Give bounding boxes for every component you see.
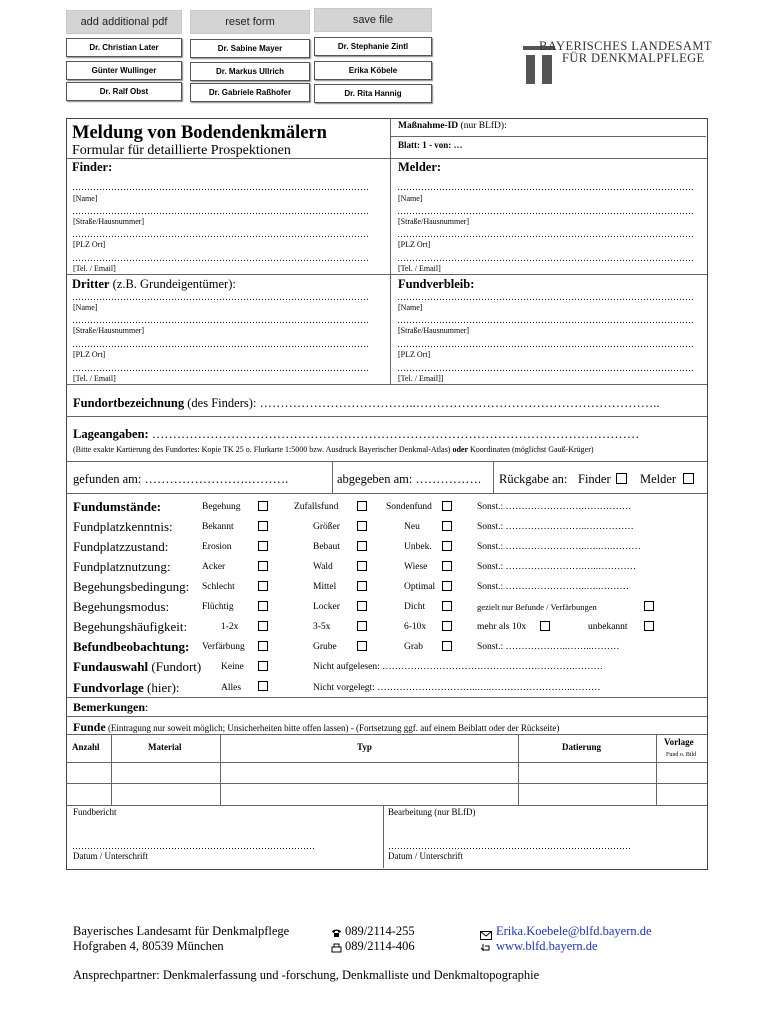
option-checkbox[interactable] bbox=[644, 601, 654, 611]
footer-org: Bayerisches Landesamt für Denkmalpflege bbox=[73, 924, 290, 938]
option-label: 1-2x bbox=[221, 622, 239, 632]
email-link[interactable]: Erika.Koebele@blfd.bayern.de bbox=[496, 924, 652, 938]
funde-heading: Funde (Eintragung nur soweit möglich; Unsicherheiten bitte offen lassen) - (Fortsetzung ggf. auf einem Beiblatt oder der Rückseite) bbox=[73, 720, 560, 734]
rueckgabe-melder-label: Melder bbox=[640, 472, 677, 486]
finder-name-input[interactable]: ……………………………………………………………………………………… bbox=[72, 183, 369, 192]
option-checkbox[interactable] bbox=[357, 581, 367, 591]
footer-phone: 089/2114-255 bbox=[345, 924, 415, 938]
option-label: gezielt nur Befunde / Verfärbungen bbox=[477, 602, 597, 612]
option-label: Alles bbox=[221, 683, 242, 693]
blatt-field[interactable]: Blatt: 1 - von: … bbox=[398, 140, 463, 150]
plz-caption: [PLZ Ort] bbox=[398, 350, 431, 359]
col-header-datierung: Datierung bbox=[562, 742, 601, 752]
fundverbleib-heading: Fundverbleib: bbox=[398, 277, 475, 291]
other-field[interactable]: Sonst.: ………………..……..……… bbox=[477, 642, 620, 652]
contact-button[interactable]: Günter Wullinger bbox=[66, 61, 182, 80]
lage-field[interactable]: Lageangaben: ……………………………………………………………………………………………………… bbox=[73, 427, 640, 441]
option-label: Zufallsfund bbox=[294, 502, 339, 512]
footer-fax: 089/2114-406 bbox=[345, 939, 415, 953]
name-caption: [Name] bbox=[398, 303, 423, 312]
option-label: Locker bbox=[313, 602, 340, 612]
other-field[interactable]: Sonst.: …………………….…..………… bbox=[477, 562, 637, 572]
massnahme-id: Maßnahme-ID (nur BLfD): bbox=[398, 121, 507, 131]
option-checkbox[interactable] bbox=[258, 601, 268, 611]
tel-caption: [Tel. / Email]] bbox=[398, 374, 444, 383]
contact-button[interactable]: Dr. Rita Hannig bbox=[314, 84, 432, 103]
website-link[interactable]: www.blfd.bayern.de bbox=[496, 939, 598, 953]
option-checkbox[interactable] bbox=[258, 541, 268, 551]
option-checkbox[interactable] bbox=[357, 641, 367, 651]
option-checkbox[interactable] bbox=[357, 601, 367, 611]
row-label: Begehungshäufigkeit: bbox=[73, 619, 188, 634]
row-label: Befundbeobachtung: bbox=[73, 639, 190, 654]
option-checkbox[interactable] bbox=[442, 601, 452, 611]
name-caption: [Name] bbox=[73, 303, 98, 312]
option-checkbox[interactable] bbox=[442, 621, 452, 631]
name-caption: [Name] bbox=[398, 194, 423, 203]
option-label: Acker bbox=[202, 562, 226, 572]
option-label: Unbek. bbox=[404, 542, 432, 552]
logo-line1: BAYERISCHES LANDESAMT bbox=[539, 39, 712, 53]
contact-button[interactable]: Dr. Stephanie Zintl bbox=[314, 37, 432, 56]
option-label: Optimal bbox=[404, 582, 436, 592]
plz-caption: [PLZ Ort] bbox=[398, 240, 431, 249]
option-checkbox[interactable] bbox=[258, 501, 268, 511]
nicht-vorgelegt-field[interactable]: Nicht vorgelegt: …………………………..…..……………………..……… bbox=[313, 683, 601, 693]
option-checkbox[interactable] bbox=[442, 641, 452, 651]
dritter-tel-input[interactable]: ……………………………………………………………………………………… bbox=[72, 364, 369, 373]
option-checkbox[interactable] bbox=[258, 621, 268, 631]
contact-button[interactable]: Dr. Sabine Mayer bbox=[190, 39, 310, 58]
row-label: Fundplatznutzung: bbox=[73, 559, 171, 574]
fax-icon bbox=[331, 940, 342, 958]
option-label: 6-10x bbox=[404, 622, 427, 632]
option-checkbox[interactable] bbox=[357, 501, 367, 511]
dritter-name-input[interactable]: ……………………………………………………………………………………… bbox=[72, 293, 369, 302]
option-label: Wald bbox=[313, 562, 333, 572]
option-label: Schlecht bbox=[202, 582, 235, 592]
contact-button[interactable]: Dr. Ralf Obst bbox=[66, 82, 182, 101]
reset-form-button[interactable]: reset form bbox=[190, 10, 310, 34]
plz-caption: [PLZ Ort] bbox=[73, 350, 106, 359]
other-field[interactable]: Sonst.: ……………………..…………… bbox=[477, 522, 634, 532]
option-label: Keine bbox=[221, 662, 244, 672]
option-checkbox[interactable] bbox=[442, 541, 452, 551]
web-icon bbox=[480, 940, 492, 958]
datum-caption: Datum / Unterschrift bbox=[73, 851, 148, 861]
fundort-field[interactable]: Fundortbezeichnung (des Finders): ………………………………..………………………………………………….. bbox=[73, 396, 660, 410]
gefunden-field[interactable]: gefunden am: …………………….………. bbox=[73, 472, 289, 486]
tel-caption: [Tel. / Email] bbox=[73, 264, 116, 273]
plz-caption: [PLZ Ort] bbox=[73, 240, 106, 249]
option-checkbox[interactable] bbox=[442, 521, 452, 531]
option-checkbox[interactable] bbox=[258, 641, 268, 651]
row-label: Begehungsbedingung: bbox=[73, 579, 190, 594]
fundverbleib-street-input[interactable]: ……………………………………………………………………………………… bbox=[397, 316, 694, 325]
melder-name-input[interactable]: ……………………………………………………………………………………… bbox=[397, 183, 694, 192]
option-label: Begehung bbox=[202, 502, 241, 512]
fundbericht-label: Fundbericht bbox=[73, 807, 117, 817]
form-title: Meldung von Bodendenkmälern bbox=[72, 123, 327, 143]
option-label: Flüchtig bbox=[202, 602, 234, 612]
row-label: Fundplatzkenntnis: bbox=[73, 519, 173, 534]
option-checkbox[interactable] bbox=[540, 621, 550, 631]
finder-street-input[interactable]: ……………………………………………………………………………………… bbox=[72, 207, 369, 216]
col-header-anzahl: Anzahl bbox=[72, 742, 100, 752]
melder-tel-input[interactable]: ……………………………………………………………………………………… bbox=[397, 254, 694, 263]
dritter-plz-input[interactable]: ……………………………………………………………………………………… bbox=[72, 340, 369, 349]
finder-signature-input[interactable]: ……………………………………………………………………… bbox=[72, 842, 315, 851]
street-caption: [Straße/Hausnummer] bbox=[398, 217, 470, 226]
other-field[interactable]: Sonst.: ……………………..…..….……… bbox=[477, 542, 641, 552]
option-label: Sondenfund bbox=[386, 502, 432, 512]
option-label: Verfärbung bbox=[202, 642, 245, 652]
street-caption: [Straße/Hausnummer] bbox=[73, 326, 145, 335]
contact-line: Ansprechpartner: Denkmalerfassung und -forschung, Denkmalliste und Denkmaltopographie bbox=[73, 968, 540, 982]
finder-plz-input[interactable]: ……………………………………………………………………………………… bbox=[72, 230, 369, 239]
melder-plz-input[interactable]: ……………………………………………………………………………………… bbox=[397, 230, 694, 239]
option-checkbox[interactable] bbox=[258, 661, 268, 671]
option-checkbox[interactable] bbox=[258, 561, 268, 571]
name-caption: [Name] bbox=[73, 194, 98, 203]
blfd-signature-input[interactable]: ……………………………………………………………………… bbox=[388, 842, 631, 851]
option-label: Bebaut bbox=[313, 542, 340, 552]
col-header-material: Material bbox=[148, 742, 182, 752]
option-label: mehr als 10x bbox=[477, 622, 527, 632]
option-label: Grab bbox=[404, 642, 423, 652]
fundauswahl-label: Fundauswahl (Fundort) bbox=[73, 659, 202, 674]
option-label: Dicht bbox=[404, 602, 426, 612]
lage-note: (Bitte exakte Kartierung des Fundortes: Kopie TK 25 o. Flurkarte 1:5000 bzw. Ausdruck Bayerischer Denkmal-Atlas) oder Koordinaten (möglichst Gauß-Krüger) bbox=[73, 445, 594, 454]
contact-button[interactable]: Dr. Gabriele Raßhofer bbox=[190, 83, 310, 102]
option-checkbox[interactable] bbox=[442, 581, 452, 591]
col-header-vorlage: Vorlage bbox=[664, 737, 694, 747]
dritter-heading: Dritter (z.B. Grundeigentümer): bbox=[72, 277, 236, 291]
option-label: Grube bbox=[313, 642, 337, 652]
finder-heading: Finder: bbox=[72, 160, 113, 174]
option-checkbox[interactable] bbox=[357, 521, 367, 531]
rueckgabe-melder-checkbox[interactable] bbox=[683, 473, 694, 484]
fundverbleib-name-input[interactable]: ……………………………………………………………………………………… bbox=[397, 293, 694, 302]
other-field[interactable]: Sonst.: ……………………..…..……… bbox=[477, 582, 630, 592]
option-checkbox[interactable] bbox=[357, 541, 367, 551]
contact-button[interactable]: Erika Köbele bbox=[314, 61, 432, 80]
vorlage-subheader: Fund o. Bild bbox=[666, 752, 697, 758]
option-checkbox[interactable] bbox=[258, 581, 268, 591]
contact-button[interactable]: Dr. Christian Later bbox=[66, 38, 182, 57]
option-checkbox[interactable] bbox=[357, 561, 367, 571]
row-label: Fundplatzzustand: bbox=[73, 539, 169, 554]
option-label: Bekannt bbox=[202, 522, 234, 532]
option-checkbox[interactable] bbox=[442, 501, 452, 511]
nicht-aufgelesen-field[interactable]: Nicht aufgelesen: …………………………………………………….……… bbox=[313, 662, 603, 672]
melder-heading: Melder: bbox=[398, 160, 442, 174]
option-label: unbekannt bbox=[588, 622, 628, 632]
option-label: Erosion bbox=[202, 542, 232, 552]
col-header-typ: Typ bbox=[357, 742, 372, 752]
contact-button[interactable]: Dr. Markus Ullrich bbox=[190, 62, 310, 81]
dritter-street-input[interactable]: ……………………………………………………………………………………… bbox=[72, 316, 369, 325]
finder-tel-input[interactable]: ……………………………………………………………………………………… bbox=[72, 254, 369, 263]
option-checkbox[interactable] bbox=[644, 621, 654, 631]
tel-caption: [Tel. / Email] bbox=[73, 374, 116, 383]
abgegeben-field[interactable]: abgegeben am: ……………. bbox=[337, 472, 482, 486]
option-label: Wiese bbox=[404, 562, 428, 572]
option-checkbox[interactable] bbox=[357, 621, 367, 631]
melder-street-input[interactable]: ……………………………………………………………………………………… bbox=[397, 207, 694, 216]
option-checkbox[interactable] bbox=[258, 521, 268, 531]
save-file-button[interactable]: save file bbox=[314, 8, 432, 32]
rueckgabe-finder-label: Finder bbox=[578, 472, 611, 486]
fundverbleib-plz-input[interactable]: ……………………………………………………………………………………… bbox=[397, 340, 694, 349]
add-pdf-button[interactable]: add additional pdf bbox=[66, 10, 182, 34]
option-label: Mittel bbox=[313, 582, 337, 592]
option-checkbox[interactable] bbox=[442, 561, 452, 571]
tel-caption: [Tel. / Email] bbox=[398, 264, 441, 273]
row-label: Fundumstände: bbox=[73, 499, 162, 514]
option-label: 3-5x bbox=[313, 622, 331, 632]
row-label: Begehungsmodus: bbox=[73, 599, 170, 614]
option-label: Neu bbox=[404, 522, 420, 532]
fundvorlage-label: Fundvorlage (hier): bbox=[73, 680, 180, 695]
option-label: Größer bbox=[313, 522, 340, 532]
rueckgabe-finder-checkbox[interactable] bbox=[616, 473, 627, 484]
rueckgabe-label: Rückgabe an: bbox=[499, 472, 568, 486]
datum-caption: Datum / Unterschrift bbox=[388, 851, 463, 861]
fundverbleib-tel-input[interactable]: ……………………………………………………………………………………… bbox=[397, 364, 694, 373]
bemerkungen-label[interactable]: Bemerkungen: bbox=[73, 700, 149, 714]
other-field[interactable]: Sonst.: …………………….…………… bbox=[477, 502, 632, 512]
street-caption: [Straße/Hausnummer] bbox=[398, 326, 470, 335]
logo-line2: FÜR DENKMALPFLEGE bbox=[562, 51, 705, 65]
bearbeitung-label: Bearbeitung (nur BLfD) bbox=[388, 807, 476, 817]
form-subtitle: Formular für detaillierte Prospektionen bbox=[72, 143, 291, 158]
street-caption: [Straße/Hausnummer] bbox=[73, 217, 145, 226]
footer-address: Hofgraben 4, 80539 München bbox=[73, 939, 224, 953]
option-checkbox[interactable] bbox=[258, 681, 268, 691]
